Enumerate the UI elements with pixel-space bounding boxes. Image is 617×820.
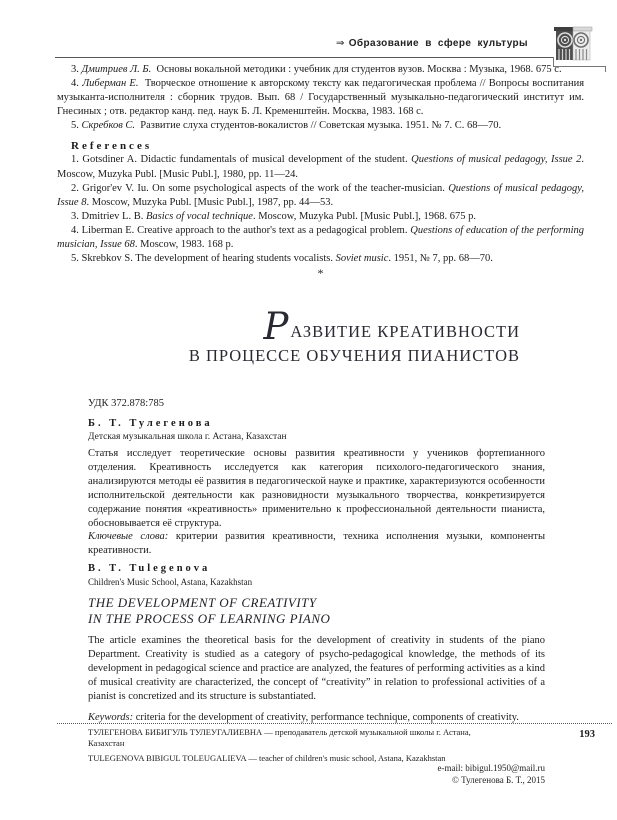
column-capital-logo-icon	[553, 26, 593, 62]
keywords-text: критерии развития креативности, техника исполнения музыки, компоненты креативности.	[88, 531, 545, 557]
bibliography-item-ru-5	[57, 119, 584, 133]
ref-text: 3. Dmitriev L. B.	[71, 210, 146, 222]
article-title-en-line1: THE DEVELOPMENT OF CREATIVITY	[88, 595, 317, 610]
abstract-en: The article examines the theoretical basis for the development of creativity in students of the piano Department. Creativity is studied as a category of psycho-pedagogical knowledge, the methods of its development in pedagogical science and practice are analyzed, the features of performing activities as a kind of musical creativity are characterized, the concept of “creativity” in relation to professional activities of a pianist is concretized and its structure is substantiated.	[88, 635, 545, 702]
author-name-en: B. T. Tulegenova	[88, 563, 211, 574]
footer-author-name: TULEGENOVA BIBIGUL TOLEUGALIEVA	[88, 753, 247, 763]
ref-text: . Moscow, Muzyka Publ. [Music Publ.], 1980, pp. 11—24.	[57, 154, 585, 180]
item-author: Дмитриев Л. Б.	[81, 64, 152, 75]
ref-source: Soviet music	[335, 253, 389, 265]
udc-code: УДК 372.878:785	[88, 398, 164, 409]
section-divider-asterisk: *	[317, 266, 324, 281]
bibliography-item-ru-3	[57, 63, 584, 77]
item-number: 5.	[71, 120, 79, 132]
title-dropcap: Р	[263, 305, 289, 348]
header-rule	[55, 57, 553, 58]
ref-source: Questions of education of the performing musician, Issue 68	[57, 224, 584, 251]
article-title-en	[88, 595, 545, 627]
ref-text: 5. Skrebkov S. The development of hearing students vocalists.	[71, 253, 336, 265]
footer-author-role: — преподаватель детской музыкальной школы г. Астана, Казахстан	[88, 727, 471, 748]
author-name-ru: Б. Т. Тулегенова	[88, 418, 213, 429]
article-head-en	[88, 562, 545, 724]
keywords-label: Ключевые слова:	[88, 531, 169, 543]
reference-item-3	[57, 210, 584, 224]
item-number: 3.	[71, 64, 79, 75]
ref-source: Questions of musical pedagogy, Issue 8	[57, 182, 584, 208]
abstract-ru: Статья исследует теоретические основы развития креативности у учеников фортепианного отделения. Креативность исследуется как категория психолого-педагогического знания, анализируются методы её развития в педагогической науке и практике, характеризуются особенности исполнительской деятельности как разновидности музыкального творчества, конкретизируется содержание понятия «креативность» применительно к профессиональной деятельности пианиста, обосновывается её структура.	[88, 448, 545, 529]
keywords-ru	[88, 530, 545, 558]
reference-item-5	[57, 252, 584, 266]
ref-text: . Moscow, 1983. 168 p.	[134, 239, 234, 251]
ref-text: 4. Liberman E. Creative approach to the author's text as a pedagogical problem.	[71, 224, 411, 236]
title-text: АЗВИТИЕ КРЕАТИВНОСТИ	[290, 322, 520, 341]
article-title	[188, 305, 520, 366]
article-title-line2: В ПРОЦЕССЕ ОБУЧЕНИЯ ПИАНИСТОВ	[188, 346, 520, 365]
references-heading: References	[71, 140, 153, 153]
item-text: Развитие слуха студентов-вокалистов // Советская музыка. 1951. № 7. С. 68—70.	[140, 120, 502, 132]
reference-item-4	[57, 224, 584, 252]
item-text: Основы вокальной методики : учебник для студентов вузов. Москва : Музыка, 1968. 675 с.	[156, 64, 562, 75]
reference-item-2	[57, 182, 584, 210]
footer-contact	[437, 763, 545, 786]
article-title-line1	[189, 305, 520, 348]
header-rule-tick	[605, 66, 606, 72]
footer-author-role: — teacher of children's music school, Astana, Kazakhstan	[248, 753, 446, 763]
footer-credits	[88, 727, 486, 764]
author-email: e-mail: bibigul.1950@mail.ru	[437, 763, 545, 773]
footer-divider	[57, 723, 612, 724]
keywords-text: criteria for the development of creativity, performance technique, components of creativity.	[135, 711, 519, 723]
footer-author-ru	[88, 727, 486, 749]
ref-text: 1. Gotsdiner A. Didactic fundamentals of musical development of the student.	[71, 154, 412, 166]
bibliography-block	[57, 63, 584, 280]
ref-source: Basics of vocal technique	[145, 210, 253, 222]
ref-source: Questions of musical pedagogy, Issue 2	[411, 154, 582, 166]
copyright-notice: © Тулегенова Б. Т., 2015	[451, 774, 545, 785]
section-header	[336, 38, 528, 49]
keywords-label: Keywords:	[88, 711, 134, 723]
affiliation-en: Children's Music School, Astana, Kazakhstan	[88, 577, 253, 587]
bibliography-item-ru-4	[57, 77, 584, 119]
item-text: Творческое отношение к авторскому тексту как педагогическая проблема // Вопросы воспитания музыканта-исполнителя : сборник трудов. Вып. 68 / Государственный музыкально-педагогический институт им. Гнесиных ; отв. редактор канд. пед. наук Б. Л. Кременштейн. Москва, 1983. 168 с.	[57, 78, 585, 118]
item-author: Либерман Е.	[82, 78, 139, 90]
ref-text: 2. Grigor'ev V. Iu. On some psychological aspects of the work of the teacher-musician.	[71, 182, 449, 194]
ref-text: . Moscow, Muzyka Publ. [Music Publ.], 1968. 675 p.	[252, 210, 476, 222]
section-arrow-icon: ⇒	[335, 38, 345, 49]
article-head-ru	[88, 397, 545, 558]
ref-text: . Moscow, Muzyka Publ. [Music Publ.], 1987, pp. 44—53.	[86, 196, 334, 208]
item-number: 4.	[71, 78, 79, 90]
section-title: Образование в сфере культуры	[348, 38, 528, 49]
footer-author-name: ТУЛЕГЕНОВА БИБИГУЛЬ ТУЛЕУГАЛИЕВНА	[88, 727, 263, 737]
page-number: 193	[579, 729, 595, 740]
affiliation-ru: Детская музыкальная школа г. Астана, Казахстан	[88, 432, 287, 442]
article-title-en-line2: IN THE PROCESS OF LEARNING PIANO	[88, 611, 331, 626]
item-author: Скребков С.	[81, 120, 136, 132]
reference-item-1	[57, 153, 584, 181]
ref-text: . 1951, № 7, pp. 68—70.	[388, 253, 493, 265]
footer-author-en	[88, 753, 486, 764]
